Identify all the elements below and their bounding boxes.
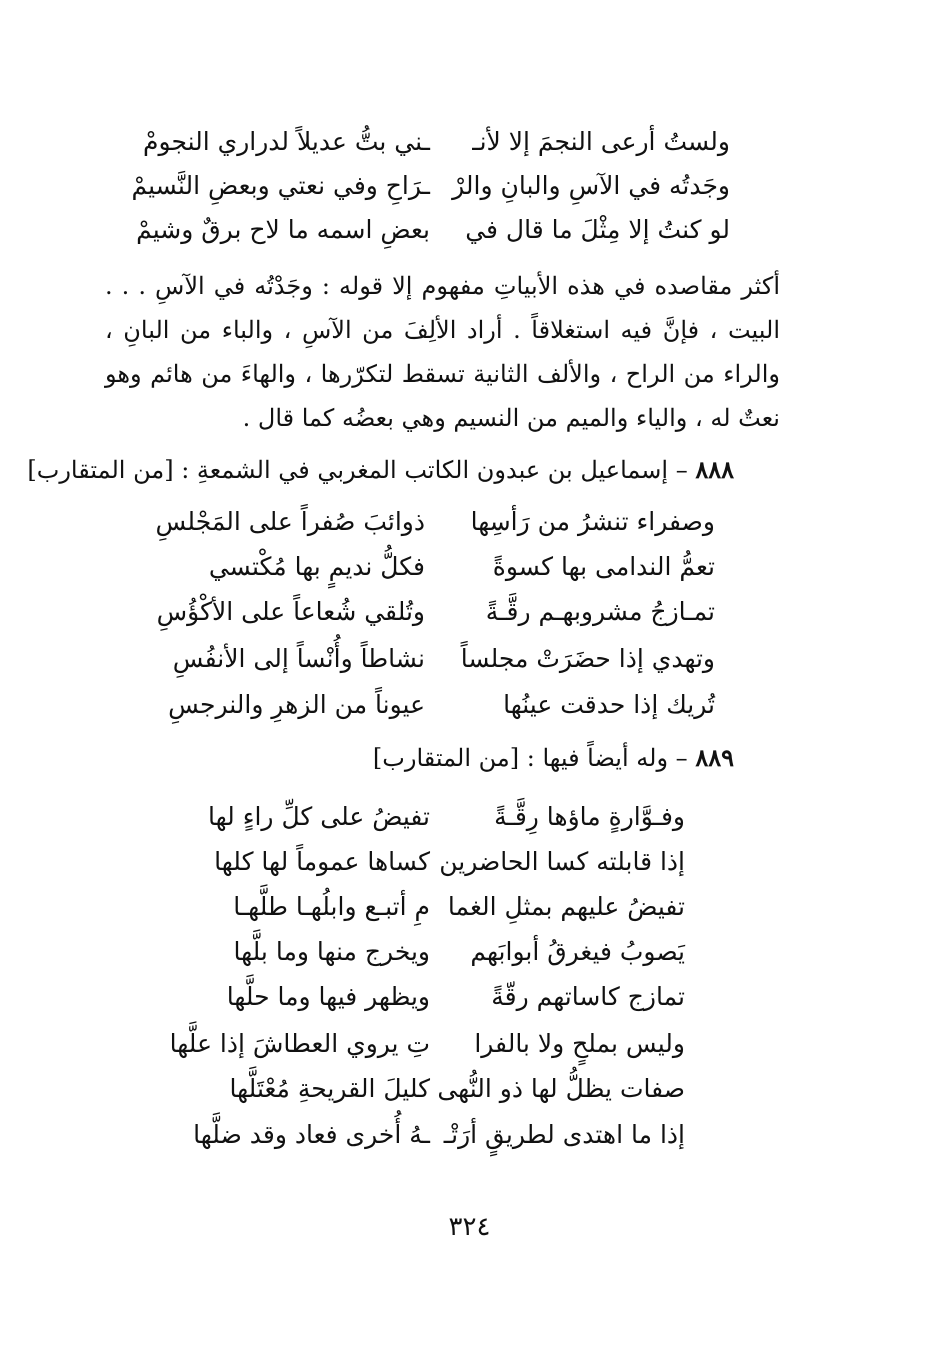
second-hemistich: تفيضُ على كلِّ راءٍ لها bbox=[208, 802, 430, 831]
verse-line bbox=[165, 637, 715, 681]
second-hemistich: كليلَ القريحةِ مُعْتَلَّها bbox=[229, 1074, 430, 1103]
entry-heading bbox=[27, 450, 734, 490]
first-hemistich: وصفراء تنشرُ من رَأسِها bbox=[470, 507, 715, 536]
first-hemistich: تعمُّ الندامى بها كسوةً bbox=[492, 552, 715, 581]
verse-line bbox=[205, 840, 685, 884]
second-hemistich: ويظهر فيها وما حلَّها bbox=[226, 982, 430, 1011]
verse-line bbox=[205, 930, 685, 974]
entry-number: ٨٨٨ bbox=[695, 455, 734, 484]
first-hemistich: صفات يظلُّ لها ذو النُّهى bbox=[437, 1074, 685, 1103]
second-hemistich: فكلُّ نديمٍ بها مُكْتسي bbox=[208, 552, 425, 581]
verse-line bbox=[155, 500, 715, 544]
entry-number: ٨٨٩ bbox=[695, 743, 734, 772]
first-hemistich: وفـوَّارةٍ ماؤها رِقَّـةً bbox=[494, 802, 685, 831]
verse-line bbox=[193, 1113, 685, 1157]
second-hemistich: عيوناً من الزهرِ والنرجسِ bbox=[168, 690, 425, 719]
first-hemistich: إذا ما اهتدى لطريقٍ أرَتْـ bbox=[443, 1120, 685, 1149]
second-hemistich: كساها عموماً لها كلها bbox=[214, 847, 430, 876]
first-hemistich: ولستُ أرعى النجمَ إلا لأنـ bbox=[472, 127, 730, 156]
second-hemistich: نشاطاً وأُنْساً إلى الأنفُسِ bbox=[172, 644, 425, 673]
page-number: ٣٢٤ bbox=[448, 1212, 491, 1242]
entry-heading bbox=[373, 738, 734, 778]
verse-line bbox=[136, 208, 730, 252]
first-hemistich: وليس بملحٍ ولا بالفرا bbox=[474, 1029, 685, 1058]
second-hemistich: ـرَاحِ وفي نعتي وبعضِ النَّسيمْ bbox=[131, 171, 430, 200]
first-hemistich: وتهدي إذا حضَرَتْ مجلساً bbox=[460, 644, 715, 673]
verse-line bbox=[165, 683, 715, 727]
verse-line bbox=[156, 590, 715, 634]
second-hemistich: مِ أتبـع وابلُهـا طلَّهـا bbox=[233, 892, 430, 921]
first-hemistich: تُريك إذا حدقت عينُها bbox=[503, 690, 715, 719]
second-hemistich: بعضِ اسمه ما لاح برقٌ وشيمْ bbox=[136, 215, 430, 244]
first-hemistich: إذا قابلته كسا الحاضرين bbox=[439, 847, 685, 876]
verse-line bbox=[131, 164, 730, 208]
second-hemistich: تِ يروي العطاشَ إذا علَّها bbox=[169, 1029, 430, 1058]
second-hemistich: ـهُ أُخرى فعاد وقد ضلَّها bbox=[193, 1120, 430, 1149]
verse-line bbox=[205, 975, 685, 1019]
first-hemistich: تمازج كاساتهم رقّةً bbox=[491, 982, 685, 1011]
verse-line bbox=[205, 885, 685, 929]
verse-line bbox=[205, 1067, 685, 1111]
first-hemistich: تمـازجُ مشروبهـم رقَّـةً bbox=[485, 597, 715, 626]
first-hemistich: تفيضُ عليهم بمثلِ الغما bbox=[447, 892, 685, 921]
entry-title: – إسماعيل بن عبدون الكاتب المغربي في الشمعةِ : [من المتقارب] bbox=[27, 456, 688, 484]
second-hemistich: ـني بتُّ عديلاً لدراري النجومْ bbox=[143, 127, 430, 156]
first-hemistich: وجَدتُه في الآسِ والبانِ والرْ bbox=[452, 171, 730, 200]
second-hemistich: وتُلقي شُعاعاً على الأكْؤُسِ bbox=[156, 597, 425, 626]
verse-line bbox=[143, 120, 730, 164]
second-hemistich: ويخرج منها وما بلَّها bbox=[233, 937, 430, 966]
commentary-paragraph: أكثر مقاصده في هذه الأبياتِ مفهوم إلا قوله : وجَدْتُه في الآسِ . . . البيت ، فإنَّ فيه استغلاقاً . أراد الألِفَ من الآسِ ، والباء من البانِ ، والراء من الراح ، والألف الثانية تسقط لتكرّرها ، والهاءَ من هائم وهو نعتٌ له ، والياء والميم من النسيم وهي بعضُه كما قال . bbox=[105, 272, 780, 432]
verse-line bbox=[205, 795, 685, 839]
second-hemistich: ذوائبَ صُفراً على المَجْلسِ bbox=[155, 507, 425, 536]
verse-line bbox=[169, 1022, 685, 1066]
entry-title: – وله أيضاً فيها : [من المتقارب] bbox=[372, 744, 688, 772]
verse-line bbox=[165, 545, 715, 589]
first-hemistich: لو كنتُ إلا مِثْلَ ما قال في bbox=[465, 215, 730, 244]
first-hemistich: يَصوبُ فيغرقُ أبوابَهم bbox=[470, 937, 685, 966]
